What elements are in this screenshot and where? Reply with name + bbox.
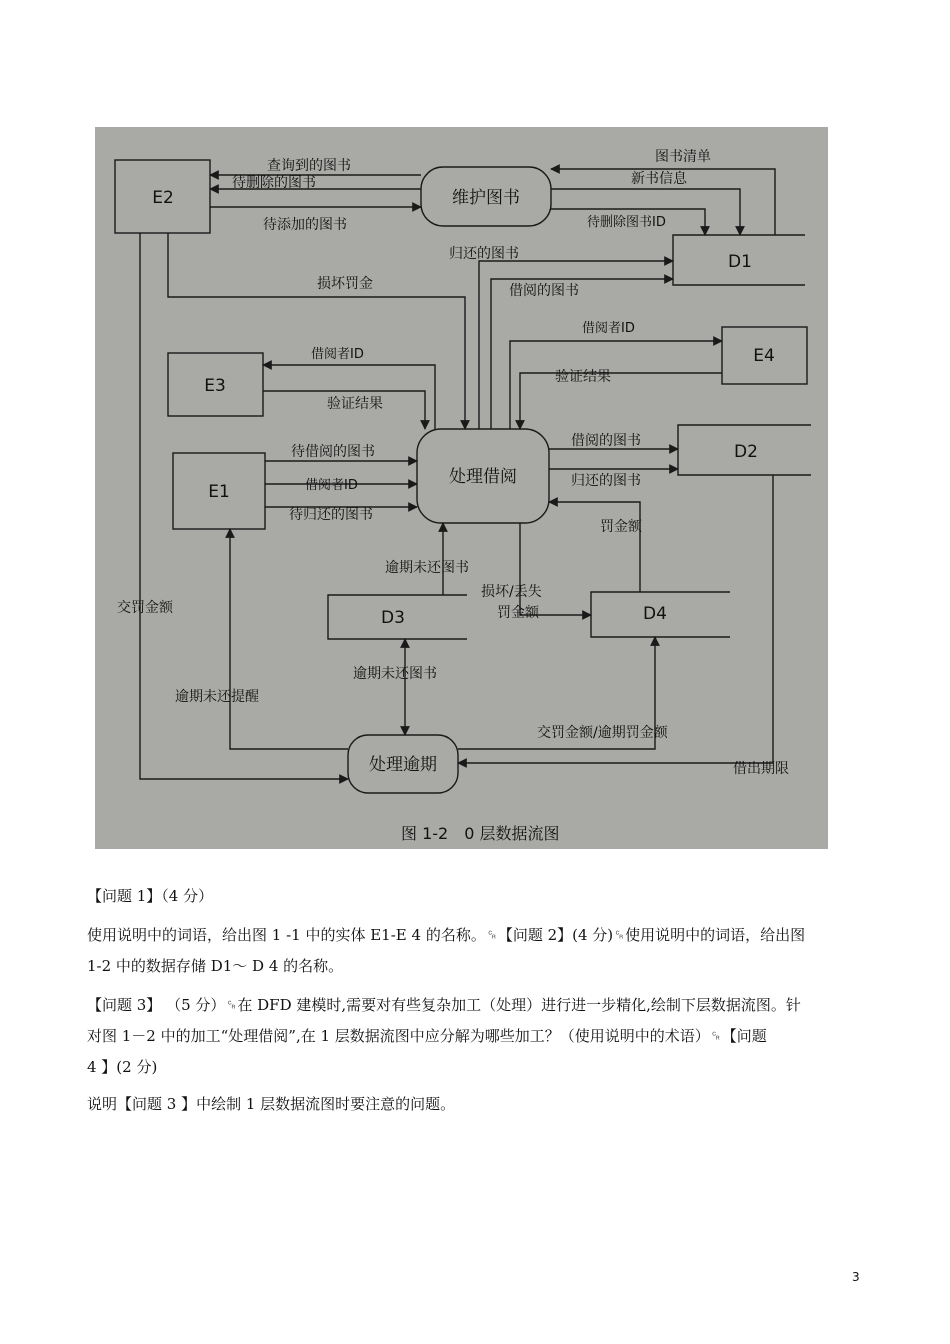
flow-borrowed-books-d2: 借阅的图书	[571, 433, 641, 449]
flow-fine-amount: 罚金额	[600, 519, 642, 535]
flow-books-to-return: 待归还的图书	[289, 507, 373, 523]
flow-pay-fine: 交罚金额	[117, 600, 173, 616]
question-2-text: 1-2 中的数据存储 D1～ D 4 的名称。	[87, 957, 344, 975]
flow-new-book-info: 新书信息	[631, 171, 687, 187]
flow-damage-loss-2: 罚金额	[497, 605, 539, 621]
store-d3-label: D3	[381, 608, 405, 628]
flow-overdue-reminder: 逾期未还提醒	[175, 689, 259, 705]
entity-e4-label: E4	[753, 346, 775, 366]
question-4-heading: 4 】(2 分)	[87, 1058, 158, 1076]
entity-e3-label: E3	[204, 376, 226, 396]
flow-overdue-books-2: 逾期未还图书	[353, 666, 437, 682]
flow-books-to-add: 待添加的图书	[263, 217, 347, 233]
flow-due-date: 借出期限	[733, 761, 789, 777]
flow-queried-books: 查询到的图书	[267, 158, 351, 174]
process-overdue-label: 处理逾期	[369, 755, 437, 775]
flow-damage-fine: 损坏罚金	[317, 276, 373, 292]
question-3-text-line2: 对图 1－2 中的加工“处理借阅”,在 1 层数据流图中应分解为哪些加工？（使用说明中的术语）␍【问题	[87, 1027, 767, 1045]
store-d4-label: D4	[643, 604, 667, 624]
dfd-svg	[95, 127, 828, 849]
flow-books-to-delete: 待删除的图书	[232, 175, 316, 191]
flow-delete-book-id: 待删除图书ID	[587, 215, 666, 230]
flow-pay-overdue-fine: 交罚金额/逾期罚金额	[537, 725, 668, 741]
process-borrow-label: 处理借阅	[449, 467, 517, 487]
flow-borrower-id-e4: 借阅者ID	[582, 321, 635, 336]
flow-book-list: 图书清单	[655, 149, 711, 165]
flow-overdue-books-1: 逾期未还图书	[385, 560, 469, 576]
data-flow-diagram-figure	[95, 127, 828, 849]
figure-caption: 图 1-2 0 层数据流图	[401, 824, 560, 843]
flow-verify-result-e4: 验证结果	[555, 369, 611, 385]
question-1-text: 使用说明中的词语，给出图 1 -1 中的实体 E1-E 4 的名称。␍【问题 2】(4 分)␍使用说明中的词语，给出图	[87, 926, 806, 944]
flow-borrower-id-e3: 借阅者ID	[311, 347, 364, 362]
question-4-text: 说明【问题 3 】中绘制 1 层数据流图时要注意的问题。	[87, 1095, 456, 1113]
question-text-block	[87, 881, 867, 1120]
flow-borrowed-books-top: 借阅的图书	[509, 283, 579, 299]
question-3-text-line1: 【问题 3】 （5 分）␍在 DFD 建模时,需要对有些复杂加工（处理）进行进一步精化,绘制下层数据流图。针	[87, 996, 801, 1014]
entity-e2-label: E2	[152, 188, 174, 208]
store-d1-label: D1	[728, 252, 752, 272]
question-1-heading: 【问题 1】（4 分）	[87, 887, 214, 905]
page-number: 3	[852, 1270, 860, 1284]
process-maintain-label: 维护图书	[452, 188, 520, 208]
flow-damage-loss-1: 损坏/丢失	[481, 584, 542, 600]
flow-returned-books-top: 归还的图书	[449, 246, 519, 262]
entity-e1-label: E1	[208, 482, 230, 502]
store-d2-label: D2	[734, 442, 758, 462]
flow-returned-books-d2: 归还的图书	[571, 473, 641, 489]
flow-books-to-borrow: 待借阅的图书	[291, 444, 375, 460]
flow-borrower-id-e1: 借阅者ID	[305, 478, 358, 493]
flow-verify-result-e3: 验证结果	[327, 396, 383, 412]
